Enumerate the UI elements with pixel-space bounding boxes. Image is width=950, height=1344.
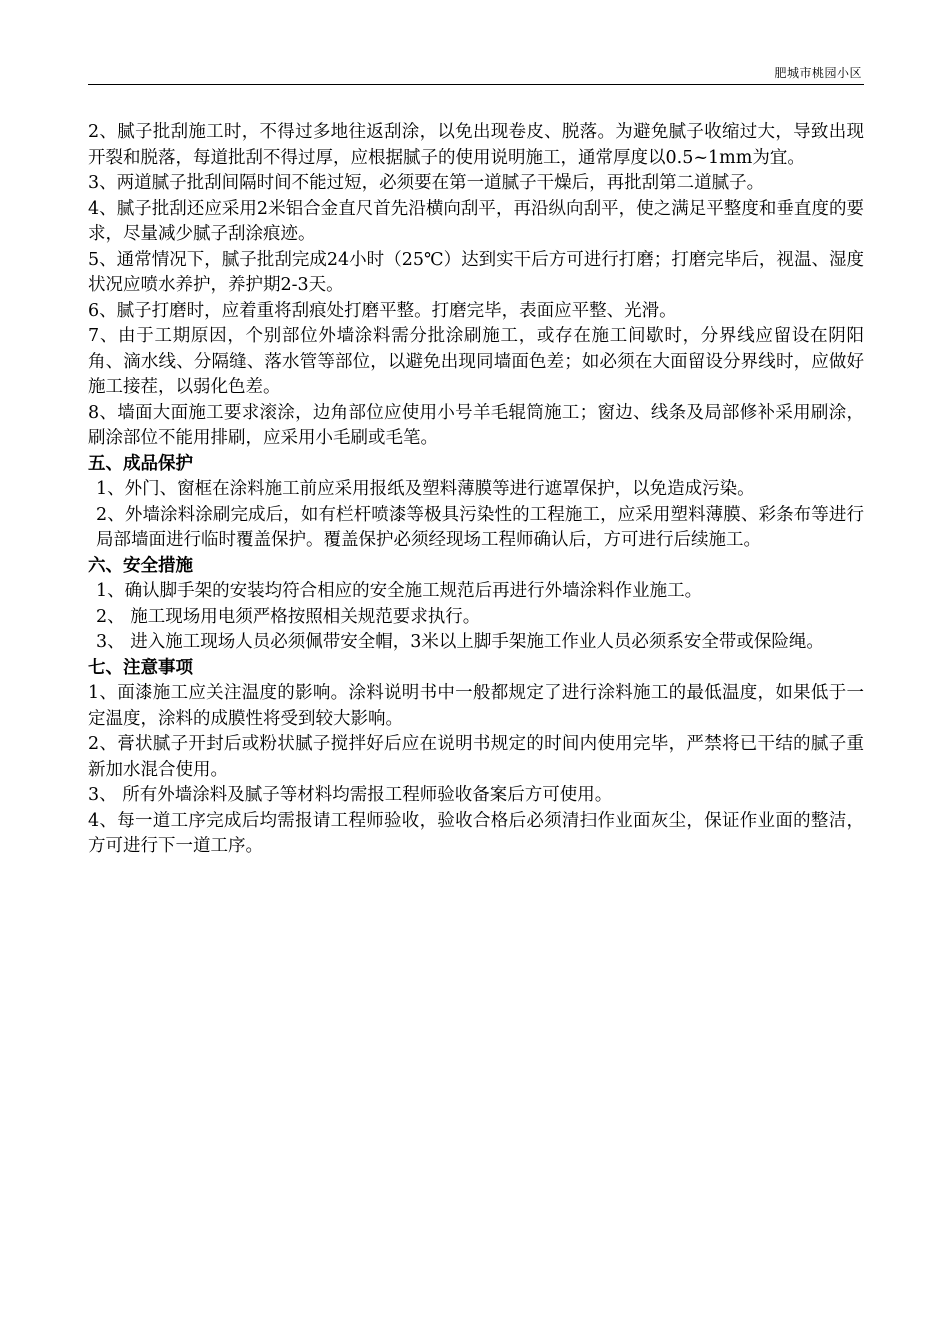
paragraph: 2、膏状腻子开封后或粉状腻子搅拌好后应在说明书规定的时间内使用完毕，严禁将已干结的腻子重新加水混合使用。 xyxy=(88,734,864,780)
paragraph: 1、面漆施工应关注温度的影响。涂料说明书中一般都规定了进行涂料施工的最低温度，如果低于一定温度，涂料的成膜性将受到较大影响。 xyxy=(88,683,864,729)
paragraph: 1、确认脚手架的安装均符合相应的安全施工规范后再进行外墙涂料作业施工。 xyxy=(96,581,703,601)
header-title: 肥城市桃园小区 xyxy=(774,66,862,80)
paragraph: 6、腻子打磨时，应着重将刮痕处打磨平整。打磨完毕，表面应平整、光滑。 xyxy=(88,300,677,321)
paragraph: 3、 所有外墙涂料及腻子等材料均需报工程师验收备案后方可使用。 xyxy=(88,785,613,805)
paragraph: 2、 施工现场用电须严格按照相关规范要求执行。 xyxy=(96,606,481,627)
section-heading: 五、成品保护 xyxy=(88,453,193,474)
section-heading: 六、安全措施 xyxy=(88,555,193,576)
paragraph: 3、 进入施工现场人员必须佩带安全帽，3米以上脚手架施工作业人员必须系安全带或保险绳。 xyxy=(96,632,824,652)
section-heading: 七、注意事项 xyxy=(88,657,193,678)
document-body xyxy=(88,120,864,860)
paragraph: 3、两道腻子批刮间隔时间不能过短，必须要在第一道腻子干燥后，再批刮第二道腻子。 xyxy=(88,173,765,193)
paragraph: 8、墙面大面施工要求滚涂，边角部位应使用小号羊毛辊筒施工；窗边、线条及局部修补采用刷涂，刷涂部位不能用排刷，应采用小毛刷或毛笔。 xyxy=(88,402,864,448)
paragraph: 7、由于工期原因，个别部位外墙涂料需分批涂刷施工，或存在施工间歇时，分界线应留设在阴阳角、滴水线、分隔缝、落水管等部位，以避免出现同墙面色差；如必须在大面留设分界线时，应做好施工接茬，以弱化色差。 xyxy=(88,326,864,397)
paragraph: 4、腻子批刮还应采用2米铝合金直尺首先沿横向刮平，再沿纵向刮平，使之满足平整度和垂直度的要求，尽量减少腻子刮涂痕迹。 xyxy=(88,198,864,244)
paragraph: 2、外墙涂料涂刷完成后，如有栏杆喷漆等极具污染性的工程施工，应采用塑料薄膜、彩条布等进行局部墙面进行临时覆盖保护。覆盖保护必须经现场工程师确认后，方可进行后续施工。 xyxy=(96,504,864,550)
paragraph: 5、通常情况下，腻子批刮完成24小时（25℃）达到实干后方可进行打磨；打磨完毕后，视温、湿度状况应喷水养护，养护期2-3天。 xyxy=(88,249,864,295)
paragraph: 4、每一道工序完成后均需报请工程师验收，验收合格后必须清扫作业面灰尘，保证作业面的整洁，方可进行下一道工序。 xyxy=(88,810,864,856)
paragraph: 2、腻子批刮施工时，不得过多地往返刮涂，以免出现卷皮、脱落。为避免腻子收缩过大，导致出现开裂和脱落，每道批刮不得过厚，应根据腻子的使用说明施工，通常厚度以0.5~1mm为宜。 xyxy=(88,122,864,168)
paragraph: 1、外门、窗框在涂料施工前应采用报纸及塑料薄膜等进行遮罩保护，以免造成污染。 xyxy=(96,479,755,499)
page-header xyxy=(88,64,864,85)
